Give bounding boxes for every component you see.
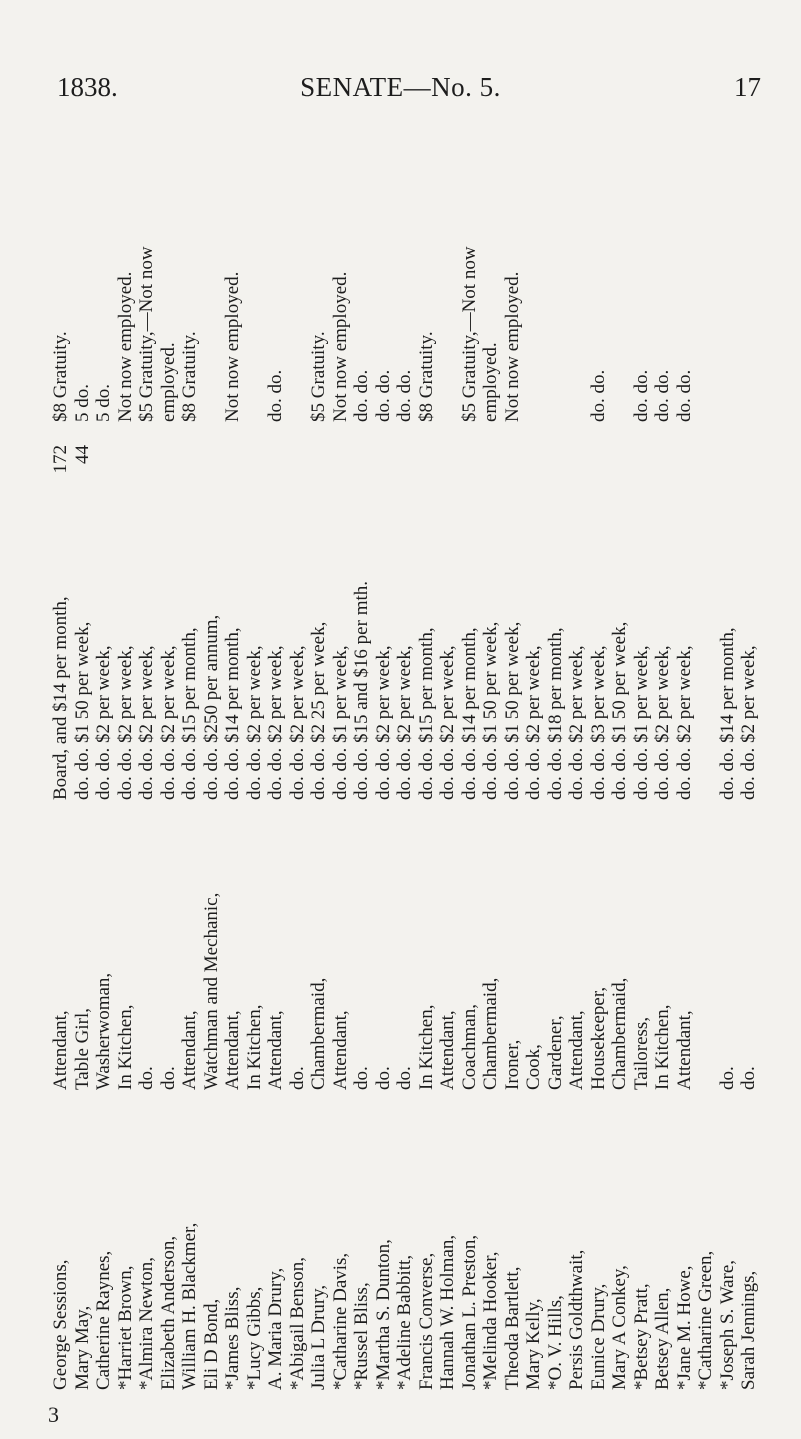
occupation: In Kitchen, bbox=[243, 1004, 265, 1090]
table-row bbox=[330, 80, 352, 1390]
occupation: Coachman, bbox=[458, 1003, 480, 1090]
employee-name: Jonathan L. Preston, bbox=[458, 1234, 480, 1390]
employee-name: *Martha S. Dunton, bbox=[372, 1239, 394, 1390]
occupation: Attendant, bbox=[329, 1010, 351, 1090]
table-row bbox=[738, 80, 760, 1390]
employee-name: *Catharine Davis, bbox=[329, 1252, 351, 1390]
occupation: Tailoress, bbox=[630, 1016, 652, 1090]
occupation: Attendant, bbox=[673, 1010, 695, 1090]
remark: $5 Gratuity,—Not now bbox=[458, 246, 480, 422]
employee-name: *O. V. Hills, bbox=[544, 1295, 566, 1390]
remark: $5 Gratuity,—Not now bbox=[136, 246, 157, 422]
table-row bbox=[201, 80, 223, 1390]
employee-name: *Almira Newton, bbox=[136, 1257, 157, 1390]
occupation: Attendant, bbox=[437, 1010, 458, 1090]
remark: employed. bbox=[480, 342, 501, 422]
employee-name: *Lucy Gibbs, bbox=[243, 1286, 265, 1390]
wage-terms: do. do. $1 per week, bbox=[630, 645, 652, 800]
wage-terms: do. do. $2 per week, bbox=[673, 645, 695, 800]
occupation: do. bbox=[716, 1066, 738, 1090]
remark: do. do. bbox=[394, 369, 415, 422]
employee-name: Mary A Conkey, bbox=[609, 1265, 630, 1390]
occupation: do. bbox=[738, 1066, 759, 1090]
table-row bbox=[652, 80, 674, 1390]
wage-terms: do. do. $250 per annum, bbox=[200, 614, 222, 800]
wage-terms: do. do. $1 50 per week, bbox=[501, 621, 523, 800]
wage-terms: do. do. $15 per month, bbox=[415, 627, 437, 800]
occupation: Washerwoman, bbox=[93, 972, 114, 1090]
table-row bbox=[545, 80, 567, 1390]
table-row bbox=[136, 80, 158, 1390]
wage-terms: do. do. $2 per week, bbox=[437, 645, 458, 800]
remark: do. do. bbox=[265, 369, 286, 422]
employee-name: *Jane M. Howe, bbox=[673, 1265, 695, 1390]
employee-name: Elizabeth Anderson, bbox=[157, 1235, 179, 1390]
table-row bbox=[394, 80, 416, 1390]
table-row bbox=[222, 80, 244, 1390]
remark: do. do. bbox=[630, 369, 652, 422]
remark: Not now employed. bbox=[501, 271, 523, 422]
wage-terms: do. do. $1 50 per week, bbox=[480, 621, 501, 800]
employee-name: William H. Blackmer, bbox=[179, 1222, 200, 1390]
occupation: Watchman and Mechanic, bbox=[200, 892, 222, 1090]
employee-name: Francis Converse, bbox=[415, 1252, 437, 1390]
occupation: do. bbox=[286, 1066, 308, 1090]
table-row bbox=[502, 80, 524, 1390]
occupation: In Kitchen, bbox=[652, 1004, 673, 1090]
table-row bbox=[717, 80, 739, 1390]
occupation: do. bbox=[394, 1066, 415, 1090]
table-row bbox=[244, 80, 266, 1390]
employee-name: *Adeline Babbitt, bbox=[394, 1254, 415, 1390]
remark: Not now employed. bbox=[329, 271, 351, 422]
wage-terms: do. do. $14 per month, bbox=[716, 627, 738, 800]
wage-terms: do. do. $3 per week, bbox=[587, 645, 609, 800]
occupation: Chambermaid, bbox=[308, 977, 329, 1090]
employee-name: *Catharine Green, bbox=[695, 1250, 716, 1390]
table-row bbox=[265, 80, 287, 1390]
table-row bbox=[609, 80, 631, 1390]
occupation: do. bbox=[372, 1066, 394, 1090]
occupation: Attendant, bbox=[179, 1010, 200, 1090]
wage-terms: do. do. $15 per month, bbox=[179, 627, 200, 800]
occupation: Cook, bbox=[523, 1044, 544, 1090]
wage-terms: do. do. $15 and $16 per mth. bbox=[351, 580, 372, 800]
employee-name: Hannah W. Holman, bbox=[437, 1234, 458, 1390]
table-row bbox=[416, 80, 438, 1390]
remark: do. do. bbox=[652, 369, 673, 422]
table-row bbox=[695, 80, 717, 1390]
occupation: Attendant, bbox=[222, 1010, 243, 1090]
wage-terms: do. do. $18 per month, bbox=[544, 627, 566, 800]
employee-name: Sarah Jennings, bbox=[738, 1270, 759, 1390]
wage-terms: do. do. $2 25 per week, bbox=[308, 621, 329, 800]
employee-name: *Abigail Benson, bbox=[286, 1257, 308, 1390]
page-year: 1838. bbox=[57, 72, 118, 102]
employee-name: *Harriet Brown, bbox=[114, 1265, 136, 1390]
occupation: Chambermaid, bbox=[480, 977, 501, 1090]
employee-name: Persis Goldthwait, bbox=[566, 1249, 587, 1390]
wage-terms: do. do. $2 per week, bbox=[286, 645, 308, 800]
table-row bbox=[115, 80, 137, 1390]
occupation: do. bbox=[136, 1066, 157, 1090]
occupation: do. bbox=[157, 1066, 179, 1090]
remark: $8 Gratuity. bbox=[179, 331, 200, 422]
wage-terms: do. do. $2 per week, bbox=[243, 645, 265, 800]
table-row bbox=[50, 80, 72, 1390]
wage-terms: do. do. $2 per week, bbox=[114, 645, 136, 800]
employee-name: Theoda Bartlett, bbox=[501, 1266, 523, 1390]
remark: Not now employed. bbox=[114, 271, 136, 422]
employee-name: Eli D Bond, bbox=[200, 1298, 222, 1390]
occupation: Housekeeper, bbox=[587, 986, 609, 1090]
occupation: do. bbox=[351, 1066, 372, 1090]
employee-name: Eunice Drury, bbox=[587, 1283, 609, 1390]
remark: do. do. bbox=[673, 369, 695, 422]
employee-name: *Betsey Pratt, bbox=[630, 1283, 652, 1390]
occupation: Chambermaid, bbox=[609, 977, 630, 1090]
remark: Not now employed. bbox=[222, 271, 243, 422]
occupation: Attendant, bbox=[265, 1010, 286, 1090]
table-row bbox=[287, 80, 309, 1390]
employee-name: Catherine Raynes, bbox=[93, 1250, 114, 1390]
wage-terms: do. do. $1 50 per week, bbox=[71, 621, 93, 800]
occupation: In Kitchen, bbox=[114, 1004, 136, 1090]
occupation: In Kitchen, bbox=[415, 1004, 437, 1090]
table-row bbox=[437, 80, 459, 1390]
remark: $8 Gratuity. bbox=[415, 331, 437, 422]
wage-terms: do. do. $2 per week, bbox=[523, 645, 544, 800]
document-title: SENATE—No. 5. bbox=[300, 72, 501, 102]
wage-terms: do. do. $2 per week, bbox=[157, 645, 179, 800]
wage-terms: do. do. $2 per week, bbox=[738, 645, 759, 800]
employee-name: Mary Kelly, bbox=[523, 1298, 544, 1390]
page-number: 17 bbox=[734, 72, 761, 102]
occupation: Table Girl, bbox=[71, 1007, 93, 1090]
remark: $8 Gratuity. bbox=[50, 331, 71, 422]
remark: 5 do. bbox=[93, 384, 114, 422]
wage-terms: do. do. $2 per week, bbox=[566, 645, 587, 800]
wage-terms: do. do. $2 per week, bbox=[93, 645, 114, 800]
wage-terms: do. do. $1 50 per week, bbox=[609, 621, 630, 800]
table-row bbox=[459, 80, 481, 1390]
remark: employed. bbox=[157, 342, 179, 422]
table-row bbox=[631, 80, 653, 1390]
occupation: Attendant, bbox=[566, 1010, 587, 1090]
remark: $5 Gratuity. bbox=[308, 331, 329, 422]
occupation: Attendant, bbox=[50, 1010, 71, 1090]
folio-number: 3 bbox=[48, 1402, 59, 1427]
employee-name: *Melinda Hooker, bbox=[480, 1251, 501, 1390]
wage-terms: do. do. $2 per week, bbox=[652, 645, 673, 800]
employee-name: *Russel Bliss, bbox=[351, 1282, 372, 1390]
table-row bbox=[308, 80, 330, 1390]
wage-terms: do. do. $2 per week, bbox=[136, 645, 157, 800]
wage-terms: do. do. $1 per week, bbox=[329, 645, 351, 800]
employee-name: Mary May, bbox=[71, 1305, 93, 1390]
remark: do. do. bbox=[351, 369, 372, 422]
days-count: 44 bbox=[71, 445, 93, 464]
table-row bbox=[179, 80, 201, 1390]
table-row bbox=[93, 80, 115, 1390]
table-row bbox=[480, 80, 502, 1390]
wage-terms: do. do. $2 per week, bbox=[372, 645, 394, 800]
employee-name: A. Maria Drury, bbox=[265, 1267, 286, 1390]
days-count: 172 bbox=[50, 445, 71, 474]
occupation: Gardener, bbox=[544, 1015, 566, 1090]
table-row bbox=[674, 80, 696, 1390]
employee-name: *Joseph S. Ware, bbox=[716, 1259, 738, 1390]
table-row bbox=[566, 80, 588, 1390]
employee-table bbox=[50, 80, 759, 1390]
wage-terms: do. do. $14 per month, bbox=[222, 627, 243, 800]
wage-terms: do. do. $2 per week, bbox=[394, 645, 415, 800]
remark: do. do. bbox=[587, 369, 609, 422]
wage-terms: Board, and $14 per month, bbox=[50, 596, 71, 800]
table-row bbox=[373, 80, 395, 1390]
occupation: Ironer, bbox=[501, 1039, 523, 1090]
employee-name: *James Bliss, bbox=[222, 1286, 243, 1390]
table-row bbox=[158, 80, 180, 1390]
table-row bbox=[351, 80, 373, 1390]
table-row bbox=[72, 80, 94, 1390]
employee-name: Betsey Allen, bbox=[652, 1287, 673, 1390]
employee-name: Julia L Drury, bbox=[308, 1284, 329, 1390]
remark: do. do. bbox=[372, 369, 394, 422]
table-row bbox=[588, 80, 610, 1390]
wage-terms: do. do. $14 per month, bbox=[458, 627, 480, 800]
employee-name: George Sessions, bbox=[50, 1259, 71, 1390]
table-row bbox=[523, 80, 545, 1390]
wage-terms: do. do. $2 per week, bbox=[265, 645, 286, 800]
remark: 5 do. bbox=[71, 384, 93, 422]
